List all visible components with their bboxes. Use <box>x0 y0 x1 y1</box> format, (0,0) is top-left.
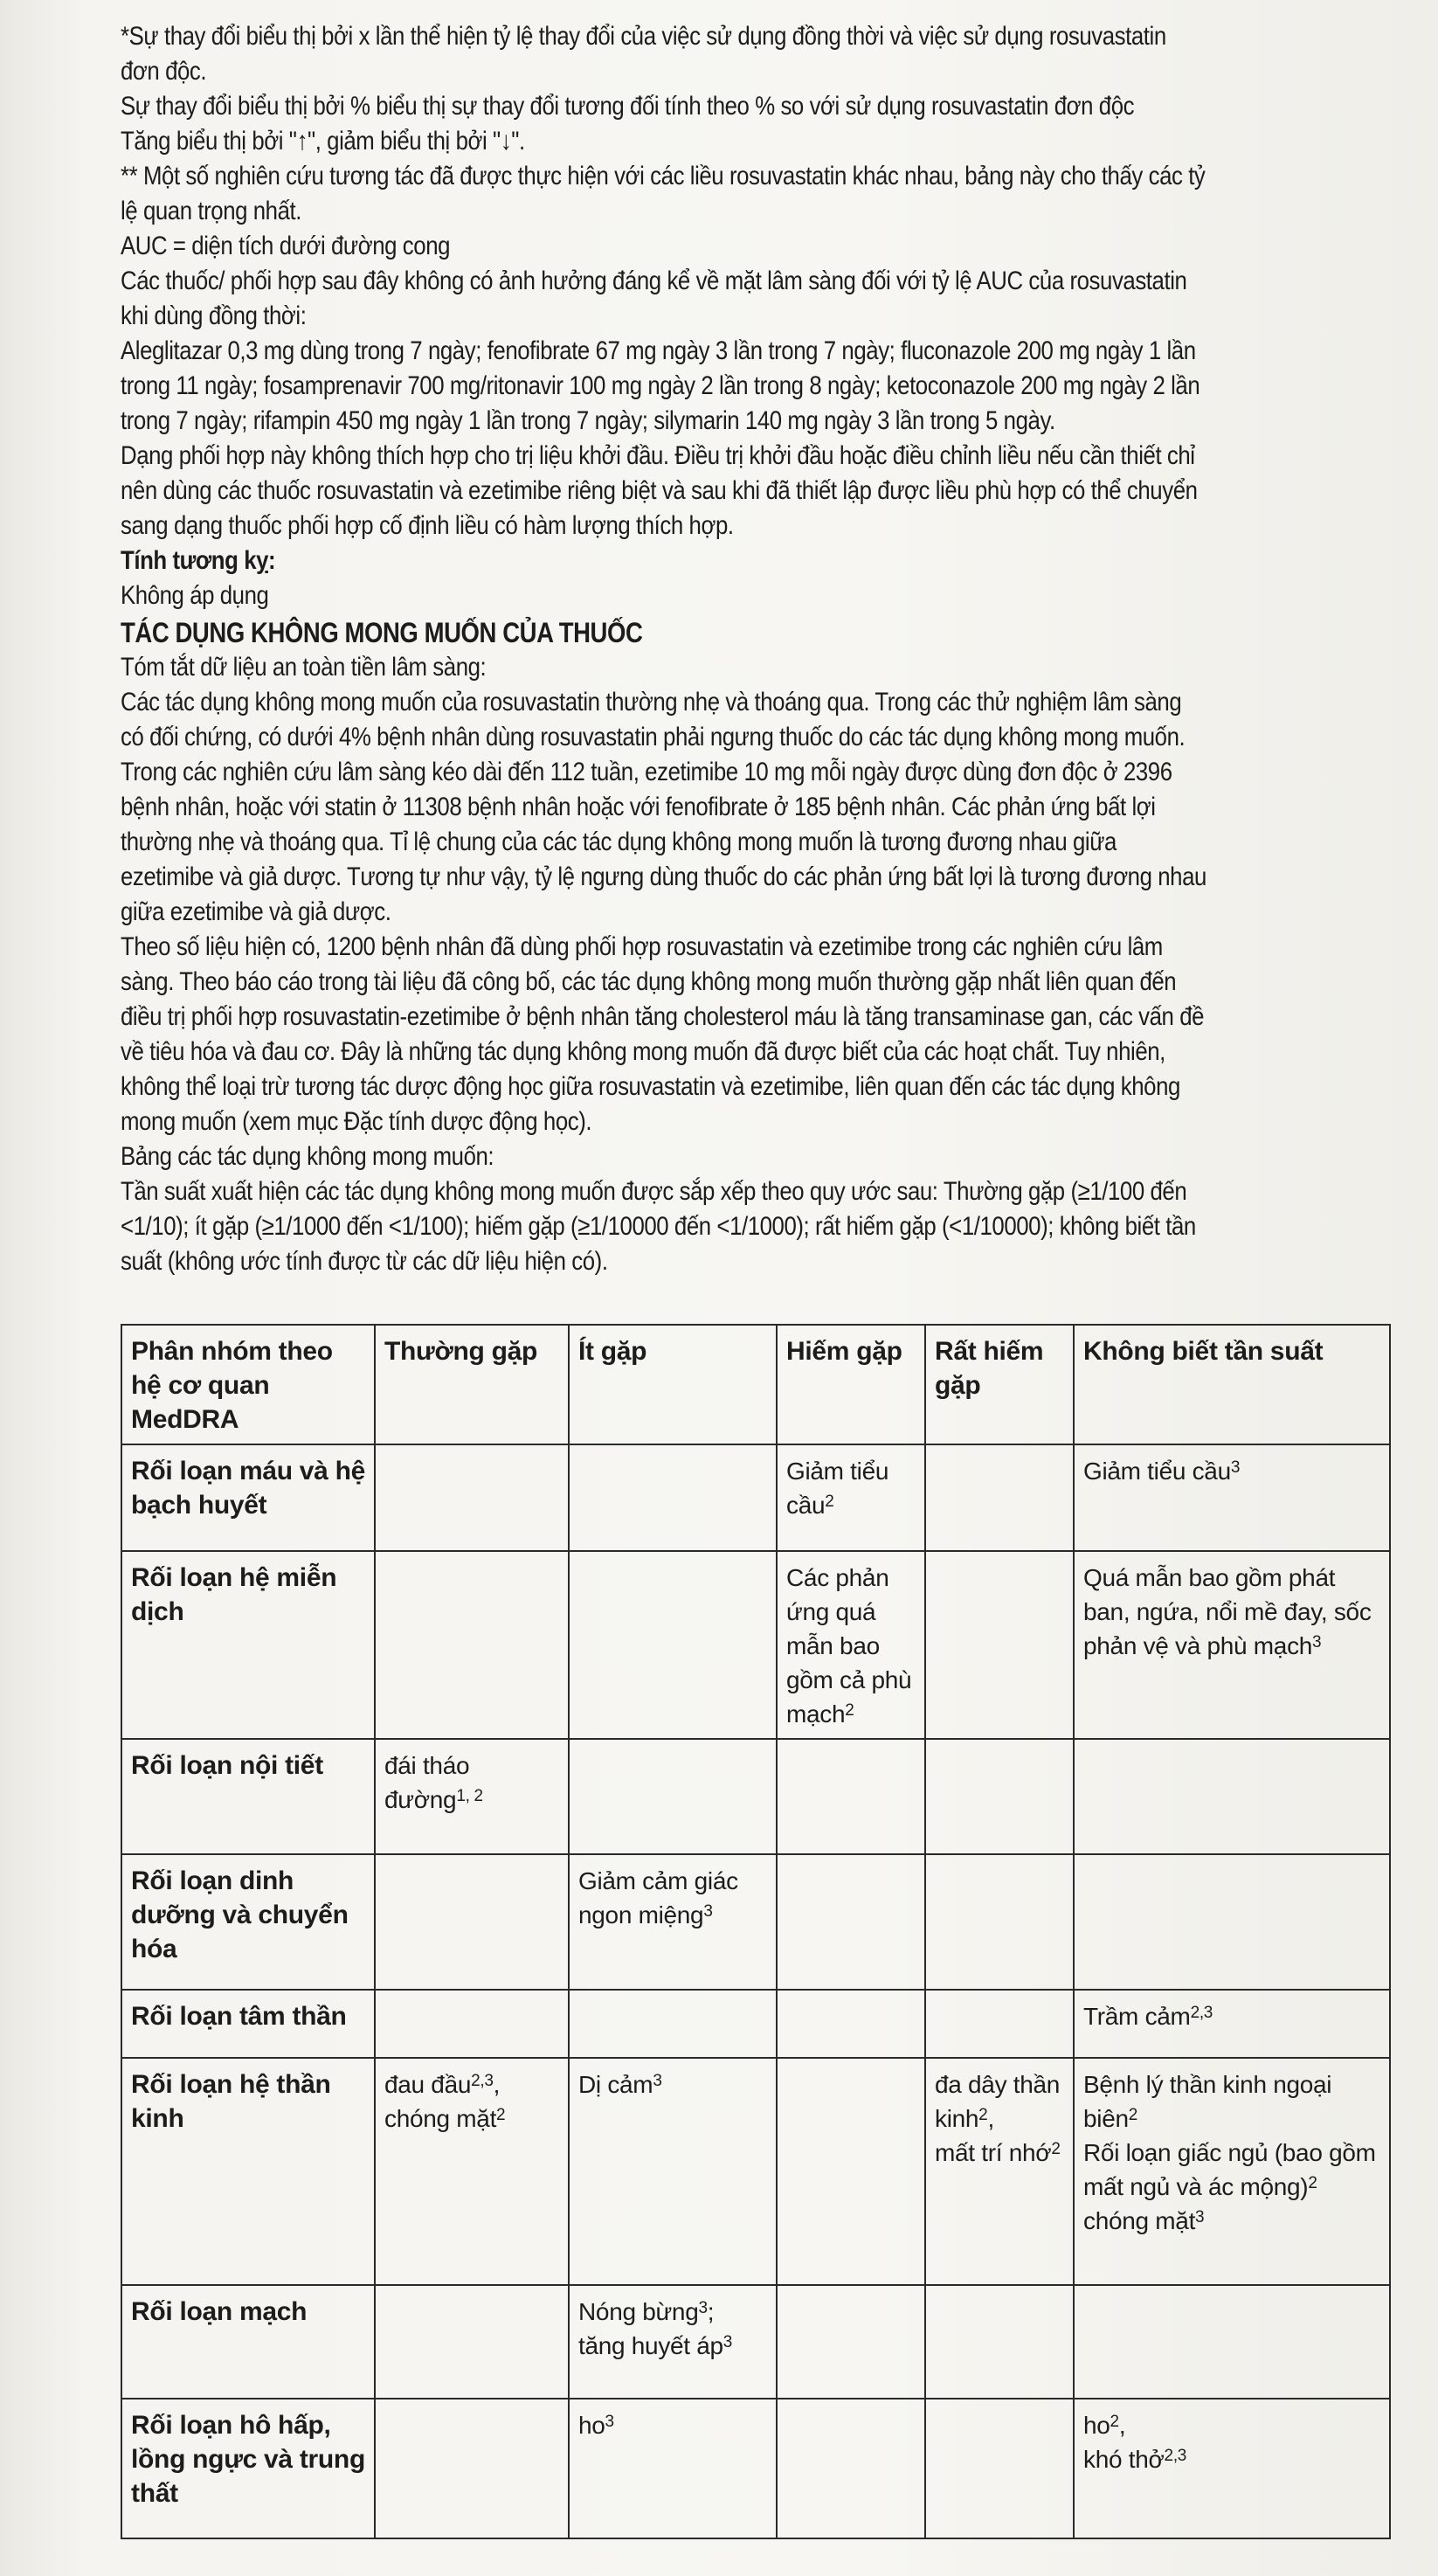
ae-heading: TÁC DỤNG KHÔNG MONG MUỐN CỦA THUỐC <box>121 617 643 648</box>
compat-text: Không áp dụng <box>121 581 269 610</box>
cell-rare <box>777 1854 925 1990</box>
paragraph-no-effect: Các thuốc/ phối hợp sau đây không có ảnh hưởng đáng kể về mặt lâm sàng đối với tỷ lệ AUC của rosuvastatin khi dùng đồng thời: <box>121 267 1187 330</box>
ae-paragraph-ezetimibe: Trong các nghiên cứu lâm sàng kéo dài đến 112 tuần, ezetimibe 10 mg mỗi ngày được dùng đơn độc ở 2396 bệnh nhân, hoặc với statin ở 11308 bệnh nhân hoặc với fenofibrate ở 185 bệnh nhân. Các phản ứng bất lợi thường nhẹ và thoáng qua. Tỉ lệ chung của các tác dụng không mong muốn là tương đương nhau giữa ezetimibe và giả dược. Tương tự như vậy, tỷ lệ ngưng dùng thuốc do các phản ứng bất lợi là tương đương nhau giữa ezetimibe và giả dược. <box>121 758 1206 926</box>
cell-common <box>375 2399 569 2538</box>
ae-table-title: Bảng các tác dụng không mong muốn: <box>121 1142 494 1171</box>
header-rare: Hiếm gặp <box>777 1325 925 1444</box>
cell-very-rare <box>925 1739 1074 1854</box>
cell-rare: Giảm tiểu cầu$^2$ <box>777 1444 925 1551</box>
paragraph-drug-list: Aleglitazar 0,3 mg dùng trong 7 ngày; fenofibrate 67 mg ngày 3 lần trong 7 ngày; fluconazole 200 mg ngày 1 lần trong 11 ngày; fosamprenavir 700 mg/ritonavir 100 mg ngày 2 lần trong 8 ngày; ketoconazole 200 mg ngày 2 lần trong 7 ngày; rifampin 450 mg ngày 1 lần trong 7 ngày; silymarin 140 mg ngày 3 lần trong 5 ngày. <box>121 336 1200 435</box>
cell-very-rare <box>925 1444 1074 1551</box>
table-row <box>121 1739 1390 1854</box>
cell-unknown: Giảm tiểu cầu$^3$ <box>1074 1444 1390 1551</box>
cell-unknown <box>1074 1739 1390 1854</box>
cell-uncommon: $ho^3$ <box>569 2399 777 2538</box>
cell-unknown <box>1074 1854 1390 1990</box>
table-row <box>121 2399 1390 2538</box>
cell-uncommon: Giảm cảm giác ngon miệng$^3$ <box>569 1854 777 1990</box>
adverse-effects-table <box>121 1324 1391 2539</box>
cell-unknown: Trầm cảm$^{2,3}$ <box>1074 1990 1390 2058</box>
note-arrows: Tăng biểu thị bởi "↑", giảm biểu thị bởi "↓". <box>121 127 525 156</box>
cell-common <box>375 1444 569 1551</box>
note-auc: AUC = diện tích dưới đường cong <box>121 232 451 260</box>
header-uncommon: Ít gặp <box>569 1325 777 1444</box>
row-group: Rối loạn hệ miễn dịch <box>121 1551 375 1739</box>
row-group: Rối loạn nội tiết <box>121 1739 375 1854</box>
cell-common <box>375 1854 569 1990</box>
note-fold-change: *Sự thay đổi biểu thị bởi x lần thể hiện tỷ lệ thay đổi của việc sử dụng đồng thời và việc sử dụng rosuvastatin đơn độc. <box>121 22 1166 86</box>
cell-uncommon: Dị cảm$^3$ <box>569 2058 777 2285</box>
ae-summary-title: Tóm tắt dữ liệu an toàn tiền lâm sàng: <box>121 653 487 682</box>
cell-common <box>375 1990 569 2058</box>
cell-rare: Các phản ứng quá mẫn bao gồm cả phù mạch$^2$ <box>777 1551 925 1739</box>
header-unknown: Không biết tần suất <box>1074 1325 1390 1444</box>
cell-common <box>375 1551 569 1739</box>
cell-common: đái tháo đường$^{1, 2}$ <box>375 1739 569 1854</box>
cell-uncommon <box>569 1444 777 1551</box>
cell-uncommon <box>569 1739 777 1854</box>
row-group: Rối loạn máu và hệ bạch huyết <box>121 1444 375 1551</box>
ae-paragraph-combination: Theo số liệu hiện có, 1200 bệnh nhân đã dùng phối hợp rosuvastatin và ezetimibe trong các nghiên cứu lâm sàng. Theo báo cáo trong tài liệu đã công bố, các tác dụng không mong muốn thường gặp nhất liên quan đến điều trị phối hợp rosuvastatin-ezetimibe ở bệnh nhân tăng cholesterol máu là tăng transaminase gan, các vấn đề về tiêu hóa và đau cơ. Đây là những tác dụng không mong muốn đã được biết của các hoạt chất. Tuy nhiên, không thể loại trừ tương tác dược động học giữa rosuvastatin và ezetimibe, liên quan đến các tác dụng không mong muốn (xem mục Đặc tính dược động học). <box>121 932 1205 1136</box>
cell-very-rare <box>925 1854 1074 1990</box>
note-doses: ** Một số nghiên cứu tương tác đã được thực hiện với các liều rosuvastatin khác nhau, bảng này cho thấy các tỷ lệ quan trọng nhất. <box>121 162 1206 225</box>
table-row <box>121 1854 1390 1990</box>
table-row <box>121 2285 1390 2399</box>
document-text <box>121 19 1210 1279</box>
table-row <box>121 1990 1390 2058</box>
cell-rare <box>777 1739 925 1854</box>
compat-heading: Tính tương kỵ: <box>121 546 276 575</box>
ae-paragraph-rosuvastatin: Các tác dụng không mong muốn của rosuvastatin thường nhẹ và thoáng qua. Trong các thử nghiệm lâm sàng có đối chứng, có dưới 4% bệnh nhân dùng rosuvastatin phải ngưng thuốc do các tác dụng không mong muốn. <box>121 688 1186 751</box>
cell-unknown: Quá mẫn bao gồm phát ban, ngứa, nổi mề đay, sốc phản vệ và phù mạch$^3$ <box>1074 1551 1390 1739</box>
table-row <box>121 1444 1390 1551</box>
header-organ-class: Phân nhóm theo hệ cơ quan MedDRA <box>121 1325 375 1444</box>
table-header-row <box>121 1325 1390 1444</box>
cell-very-rare <box>925 2285 1074 2399</box>
row-group: Rối loạn tâm thần <box>121 1990 375 2058</box>
row-group: Rối loạn dinh dưỡng và chuyển hóa <box>121 1854 375 1990</box>
table-row <box>121 1551 1390 1739</box>
cell-uncommon: Nóng bừng$^3$; tăng huyết $áp^3$ <box>569 2285 777 2399</box>
cell-rare <box>777 2058 925 2285</box>
paragraph-not-initial-therapy: Dạng phối hợp này không thích hợp cho trị liệu khởi đầu. Điều trị khởi đầu hoặc điều chỉnh liều nếu cần thiết chỉ nên dùng các thuốc rosuvastatin và ezetimibe riêng biệt và sau khi đã thiết lập được liều phù hợp có thể chuyển sang dạng thuốc phối hợp cố định liều có hàm lượng thích hợp. <box>121 441 1198 540</box>
ae-frequency-convention: Tần suất xuất hiện các tác dụng không mong muốn được sắp xếp theo quy ước sau: Thường gặp (≥1/100 đến <1/10); ít gặp (≥1/1000 đến <1/100); hiếm gặp (≥1/10000 đến <1/1000); rất hiếm gặp (<1/10000); không biết tần suất (không ước tính được từ các dữ liệu hiện có). <box>121 1177 1196 1276</box>
header-very-rare: Rất hiếm gặp <box>925 1325 1074 1444</box>
cell-very-rare <box>925 1990 1074 2058</box>
cell-unknown: Bệnh lý thần kinh ngoại biên$^2$ Rối loạn giấc ngủ (bao gồm mất ngủ và ác mộng)$^2$ chóng mặt$^3$ <box>1074 2058 1390 2285</box>
cell-uncommon <box>569 1990 777 2058</box>
note-percent-change: Sự thay đổi biểu thị bởi % biểu thị sự thay đổi tương đối tính theo % so với sử dụng rosuvastatin đơn độc <box>121 92 1135 121</box>
table-row <box>121 2058 1390 2285</box>
cell-unknown: $ho^2$, khó thở$^{2,3}$ <box>1074 2399 1390 2538</box>
cell-rare <box>777 2399 925 2538</box>
cell-rare <box>777 2285 925 2399</box>
row-group: Rối loạn mạch <box>121 2285 375 2399</box>
cell-unknown <box>1074 2285 1390 2399</box>
cell-very-rare <box>925 1551 1074 1739</box>
cell-rare <box>777 1990 925 2058</box>
header-common: Thường gặp <box>375 1325 569 1444</box>
cell-common <box>375 2285 569 2399</box>
row-group: Rối loạn hệ thần kinh <box>121 2058 375 2285</box>
cell-uncommon <box>569 1551 777 1739</box>
cell-very-rare: đa dây thần kinh$^2$, mất trí nhớ$^2$ <box>925 2058 1074 2285</box>
row-group: Rối loạn hô hấp, lồng ngực và trung thất <box>121 2399 375 2538</box>
cell-common: đau đầu$^{2,3}$, chóng mặt$^2$ <box>375 2058 569 2285</box>
cell-very-rare <box>925 2399 1074 2538</box>
